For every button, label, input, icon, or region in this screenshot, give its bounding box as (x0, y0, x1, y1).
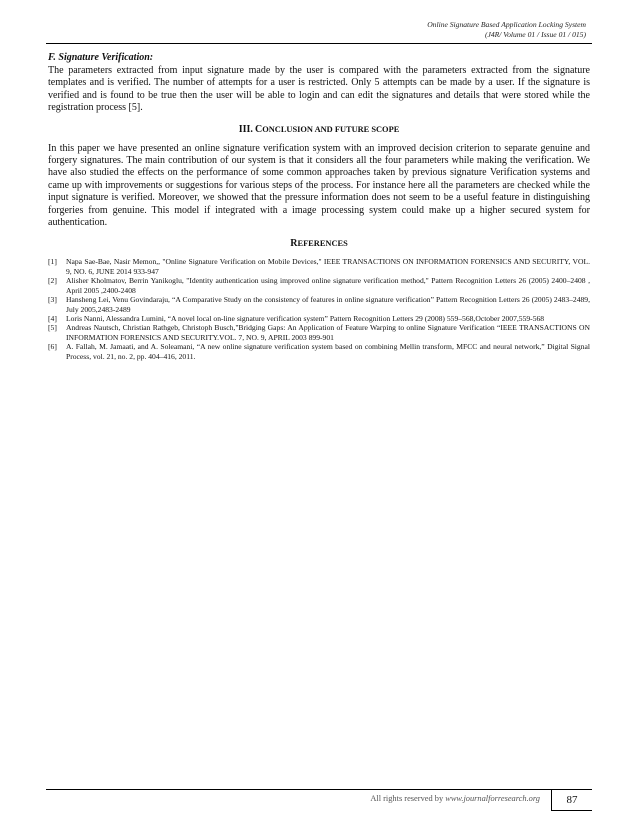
reference-item (48, 257, 590, 276)
running-header (427, 20, 586, 40)
reference-item (48, 276, 590, 295)
reference-number: [4] (48, 313, 57, 323)
reference-text: Hansheng Lei, Venu Govindaraju, “A Comparative Study on the consistency of features in online signature verification” Pattern Recognition Letters 26 (2005) 2483–2489, July 2005,2483-2489 (66, 295, 590, 314)
footer-rights-text: All rights reserved by (370, 794, 446, 803)
reference-number: [3] (48, 295, 57, 305)
reference-number: [2] (48, 276, 57, 286)
reference-item (48, 295, 590, 314)
header-rule (46, 43, 592, 44)
footer-rule (46, 789, 592, 790)
reference-number: [6] (48, 342, 57, 352)
conclusion-paragraph: In this paper we have presented an online signature verification system with an improved decision criterion to separate genuine and forgery signatures. The main contribution of our system is that it considers all the four parameters while making the verification. We have also studied the effects on the performance of some common approaches taken by previous signature Verification systems and came up with improvements or suggestions for various steps of the process. For instance here all the parameters are checked while the input signature is verified. Moreover, we showed that the pressure information does not seem to be a useful feature in distinguishing forgeries from genuine. This model if integrated with a image processing system could make up a higher secured system for authentication. (48, 142, 590, 229)
references-initial: R (290, 238, 298, 250)
conclusion-title: ONCLUSION AND FUTURE SCOPE (262, 124, 400, 134)
reference-item (48, 323, 590, 342)
reference-text: Loris Nanni, Alessandra Lumini, “A novel local on-line signature verification system” Pattern Recognition Letters 29 (2008) 559–568,October 2007,559-568 (66, 313, 545, 323)
reference-item (48, 314, 590, 323)
conclusion-initial: C (255, 123, 263, 135)
footer-rights (370, 794, 540, 803)
footer-site-link[interactable]: www.journalforresearch.org (445, 794, 540, 803)
reference-text: Alisher Kholmatov, Berrin Yanikoglu, "Identity authentication using improved online signature verification method," Pattern Recognition Letters 26 (2005) 2400–2408 , April 2005 ,2400-2408 (66, 276, 590, 295)
section-f-title: F. Signature Verification: (48, 52, 154, 63)
header-title: Online Signature Based Application Locking System (427, 20, 586, 29)
reference-text: Andreas Nautsch, Christian Rathgeb, Christoph Busch,"Bridging Gaps: An Application of Feature Warping to online Signature Verification “IEEE TRANSACTIONS ON INFORMATION FORENSICS AND SECURITY.VOL. 7, NO. 9, APRIL 2003 899-901 (66, 323, 590, 342)
reference-number: [1] (48, 257, 57, 267)
reference-list (48, 257, 590, 360)
reference-number: [5] (48, 323, 57, 333)
header-volume: (J4R/ Volume 01 / Issue 01 / 015) (484, 30, 586, 39)
reference-item (48, 342, 590, 361)
reference-text: Napa Sae-Bae, Nasir Memon,, "Online Signature Verification on Mobile Devices," IEEE TRANSACTIONS ON INFORMATION FORENSICS AND SECURITY, VOL. 9, NO. 6, JUNE 2014 933-947 (66, 257, 590, 276)
reference-text: A. Fallah, M. Jamaati, and A. Soleamani, “A new online signature verification system based on combining Mellin transform, MFCC and neural network,” Digital Signal Process, vol. 21, no. 2, pp. 404–416, 2011. (66, 342, 590, 361)
conclusion-heading (48, 124, 590, 135)
conclusion-number: III. (238, 123, 253, 135)
page-body (48, 52, 590, 361)
references-title: EFERENCES (297, 239, 348, 249)
references-heading (48, 238, 590, 249)
section-f-paragraph: The parameters extracted from input signature made by the user is compared with the parameters extracted from the signature templates and is verified. The number of attempts for a user is restricted. Only 5 attempts can be made by a user. If the signature is verified and is found to be true then the user will be able to login and can edit the signatures and details that were stored while the registration process [5]. (48, 65, 590, 114)
page-number: 87 (551, 790, 592, 811)
